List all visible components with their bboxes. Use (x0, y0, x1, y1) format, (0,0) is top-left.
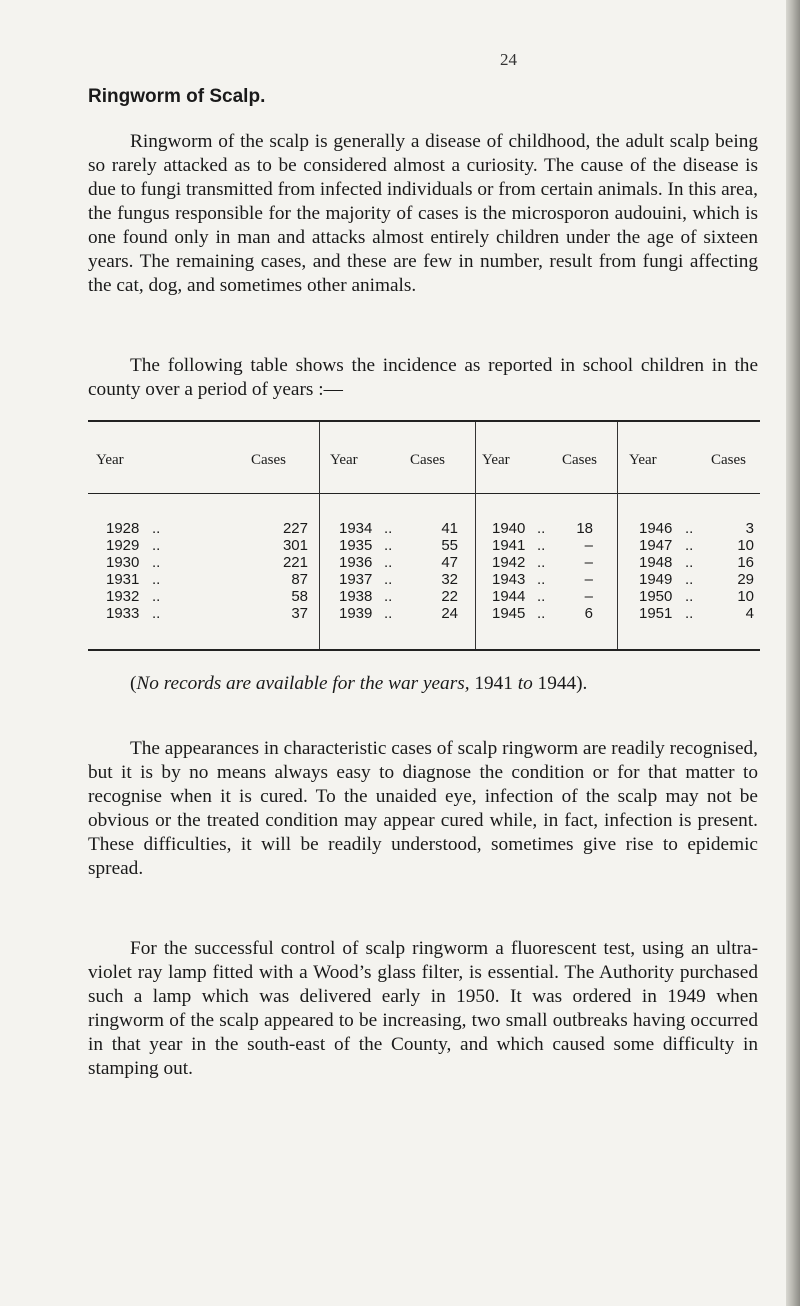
table-leader-dots: .. (537, 537, 546, 554)
table-leader-dots: .. (537, 605, 546, 622)
note-text: No records are available for the war years, (136, 673, 470, 694)
table-cases-cell: 41 (441, 520, 458, 537)
column-divider (475, 422, 476, 649)
header-cases: Cases (711, 452, 746, 468)
table-cases-cell: 227 (282, 520, 308, 537)
table-year-cell: 1934 (339, 520, 373, 537)
table-top-rule (88, 420, 760, 422)
header-cases: Cases (251, 452, 286, 468)
table-cases-cell: 32 (441, 571, 458, 588)
table-year-cell: 1939 (339, 605, 373, 622)
table-cases-cell: 24 (441, 605, 458, 622)
table-year-cell: 1949 (639, 571, 673, 588)
table-cases-cell: – (584, 554, 593, 571)
column-divider (617, 422, 618, 649)
table-year-cell: 1951 (639, 605, 673, 622)
table-cases-cell: 4 (745, 605, 754, 622)
header-year: Year (482, 452, 510, 468)
note-year-to: 1944 (532, 673, 577, 694)
table-year-cell: 1933 (106, 605, 140, 622)
table-cases-cell: – (584, 537, 593, 554)
table-year-cell: 1937 (339, 571, 373, 588)
paragraph-control: For the successful control of scalp ringworm a fluorescent test, using an ultra-violet ray lamp fitted with a Wood’s glass filter, is essential. The Authority purchased such a lamp which was delivered early in 1950. It was ordered in 1949 when ringworm of the scalp appeared to be increasing, two small outbreaks having occurred in that year in the south-east of the County, and which caused some difficulty in stamping out. (88, 938, 758, 1079)
table-year-cell: 1935 (339, 537, 373, 554)
table-leader-dots: .. (152, 554, 161, 571)
table-leader-dots: .. (685, 520, 694, 537)
table-cases-cell: 10 (737, 537, 754, 554)
table-year-cell: 1947 (639, 537, 673, 554)
table-year-cell: 1946 (639, 520, 673, 537)
incidence-table (88, 420, 760, 676)
table-year-cell: 1943 (492, 571, 526, 588)
table-cases-cell: 6 (584, 605, 593, 622)
header-cases: Cases (562, 452, 597, 468)
table-cases-cell: 3 (745, 520, 754, 537)
header-year: Year (96, 452, 124, 468)
table-cases-cell: 29 (737, 571, 754, 588)
note-open: ( (130, 673, 137, 694)
table-year-cell: 1930 (106, 554, 140, 571)
table-cases-cell: 47 (441, 554, 458, 571)
table-leader-dots: .. (152, 520, 161, 537)
table-leader-dots: .. (537, 520, 546, 537)
table-year-cell: 1950 (639, 588, 673, 605)
note-to: to (517, 673, 533, 694)
table-cases-cell: 18 (576, 520, 593, 537)
paragraph-diagnosis: The appearances in characteristic cases of scalp ringworm are readily recognised, but it is by no means always easy to diagnose the condition or for that matter to recognise when it is cured. To the unaided eye, infection of the scalp may not be obvious or the treated condition may appear cured while, in fact, infection is present. These difficulties, it will be readily understood, sometimes give rise to epidemic spread. (88, 738, 758, 879)
table-leader-dots: .. (537, 571, 546, 588)
table-leader-dots: .. (384, 554, 393, 571)
table-leader-dots: .. (685, 571, 694, 588)
table-year-cell: 1929 (106, 537, 140, 554)
table-cases-cell: 55 (441, 537, 458, 554)
table-year-cell: 1931 (106, 571, 140, 588)
table-leader-dots: .. (152, 605, 161, 622)
table-cases-cell: 58 (291, 588, 308, 605)
note-close: ). (576, 673, 588, 694)
section-heading: Ringworm of Scalp. (88, 86, 266, 107)
table-leader-dots: .. (685, 554, 694, 571)
table-leader-dots: .. (152, 571, 161, 588)
page-number: 24 (500, 50, 517, 69)
table-cases-cell: 16 (737, 554, 754, 571)
table-leader-dots: .. (384, 588, 393, 605)
table-leader-dots: .. (537, 554, 546, 571)
table-year-cell: 1942 (492, 554, 526, 571)
table-cases-cell: – (584, 571, 593, 588)
table-year-cell: 1936 (339, 554, 373, 571)
table-year-cell: 1940 (492, 520, 526, 537)
table-year-cell: 1941 (492, 537, 526, 554)
table-year-cell: 1948 (639, 554, 673, 571)
table-leader-dots: .. (685, 537, 694, 554)
table-cases-cell: – (584, 588, 593, 605)
table-cases-cell: 87 (291, 571, 308, 588)
header-year: Year (629, 452, 657, 468)
table-cases-cell: 22 (441, 588, 458, 605)
table-cases-cell: 301 (282, 537, 308, 554)
table-leader-dots: .. (537, 588, 546, 605)
table-bottom-rule (88, 649, 760, 651)
paragraph-table-intro: The following table shows the incidence as reported in school children in the county over a period of years :— (88, 355, 758, 400)
table-leader-dots: .. (152, 537, 161, 554)
table-leader-dots: .. (152, 588, 161, 605)
table-leader-dots: .. (685, 588, 694, 605)
table-leader-dots: .. (384, 520, 393, 537)
table-cases-cell: 37 (291, 605, 308, 622)
table-year-cell: 1944 (492, 588, 526, 605)
page-edge-shadow (786, 0, 800, 1306)
table-note (130, 673, 770, 695)
table-leader-dots: .. (384, 571, 393, 588)
table-cases-cell: 221 (282, 554, 308, 571)
table-leader-dots: .. (384, 537, 393, 554)
column-divider (319, 422, 320, 649)
paragraph-intro: Ringworm of the scalp is generally a disease of childhood, the adult scalp being so rarely attacked as to be considered almost a curiosity. The cause of the disease is due to fungi transmitted from infected individuals or from certain animals. In this area, the fungus responsible for the majority of cases is the microsporon audouini, which is one found only in man and attacks almost entirely children under the age of sixteen years. The remaining cases, and these are few in number, result from fungi affecting the cat, dog, and sometimes other animals. (88, 131, 758, 296)
header-cases: Cases (410, 452, 445, 468)
table-year-cell: 1945 (492, 605, 526, 622)
table-year-cell: 1938 (339, 588, 373, 605)
header-year: Year (330, 452, 358, 468)
note-year-from: 1941 (469, 673, 518, 694)
table-leader-dots: .. (384, 605, 393, 622)
table-year-cell: 1932 (106, 588, 140, 605)
table-cases-cell: 10 (737, 588, 754, 605)
table-year-cell: 1928 (106, 520, 140, 537)
table-header-rule (88, 493, 760, 494)
table-leader-dots: .. (685, 605, 694, 622)
